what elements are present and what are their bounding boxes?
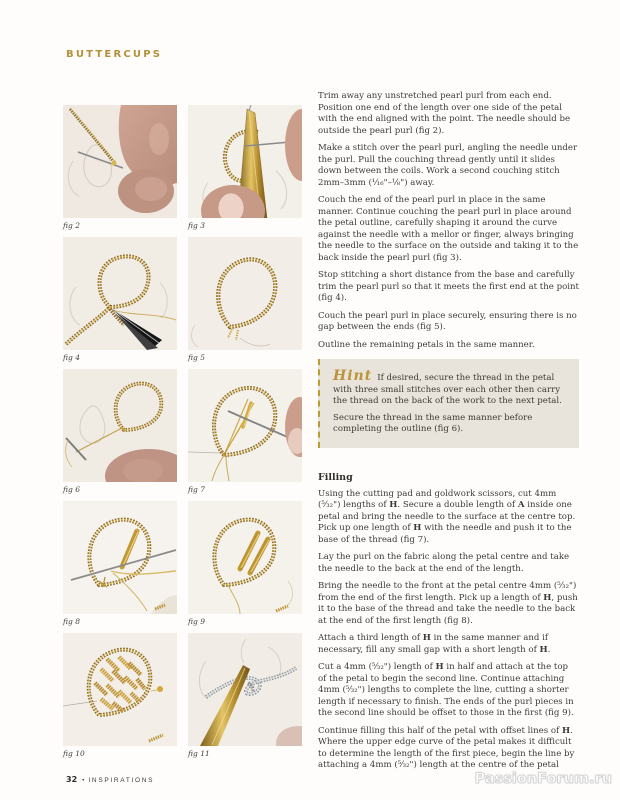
page-footer bbox=[66, 769, 154, 787]
magazine-name: INSPIRATIONS bbox=[88, 777, 155, 784]
page-number: 32 bbox=[66, 775, 78, 784]
fig5-photo bbox=[188, 237, 302, 350]
figure-4 bbox=[63, 237, 177, 362]
instruction-paragraph: Bring the needle to the front at the petal centre 4mm (⁵⁄₃₂") from the end of the first length. Pick up a length of H, push it to the base of the thread and take the needle to the back at the end of the first length (fig 8). bbox=[318, 581, 578, 626]
figure-label: fig 3 bbox=[188, 221, 205, 230]
hint-paragraph: Secure the thread in the same manner before completing the outline (fig 6). bbox=[333, 412, 533, 434]
hint-text: If desired, secure the thread in the petal with three small stitches over each other then carry the thread on the back of the work to the next petal. bbox=[333, 373, 562, 406]
figure-label: fig 8 bbox=[63, 617, 80, 626]
figure-9 bbox=[188, 501, 302, 626]
fig3-photo bbox=[188, 105, 302, 218]
figure-5 bbox=[188, 237, 302, 362]
footer-bullet: • bbox=[82, 777, 85, 784]
fig11-photo bbox=[188, 633, 302, 746]
instruction-paragraph: Attach a third length of H in the same manner and if necessary, fill any small gap with a short length of H. bbox=[318, 633, 551, 655]
figure-label: fig 6 bbox=[63, 485, 80, 494]
fig7-photo bbox=[188, 369, 302, 482]
instruction-paragraph: Outline the remaining petals in the same manner. bbox=[318, 339, 535, 350]
figure-label: fig 5 bbox=[188, 353, 205, 362]
fig8-photo bbox=[63, 501, 177, 614]
filling-heading: Filling bbox=[318, 471, 353, 483]
figure-label: fig 10 bbox=[63, 749, 85, 758]
fig10-photo bbox=[63, 633, 177, 746]
figure-8 bbox=[63, 501, 177, 626]
figure-3 bbox=[188, 105, 302, 230]
figure-label: fig 9 bbox=[188, 617, 205, 626]
instruction-paragraph: Trim away any unstretched pearl purl from each end. Position one end of the length over one side of the petal with the end aligned with the point. The needle should be outside the pearl purl (fig 2). bbox=[318, 91, 571, 136]
instruction-paragraph: Lay the purl on the fabric along the petal centre and take the needle to the back at the end of the length. bbox=[318, 552, 570, 574]
instruction-paragraph: Couch the pearl purl in place securely, ensuring there is no gap between the ends (fig 5). bbox=[318, 310, 577, 332]
fig9-photo bbox=[188, 501, 302, 614]
instruction-paragraph: Using the cutting pad and goldwork scissors, cut 4mm (⁵⁄₃₂") lengths of H. Secure a double length of A inside one petal and bring the needle to the surface at the centre top. Pick up one length of H with the needle and push it to the base of the thread (fig 7). bbox=[318, 488, 576, 545]
figure-label: fig 4 bbox=[63, 353, 80, 362]
watermark: PassionForum.ru bbox=[474, 771, 612, 787]
page-title: BUTTERCUPS bbox=[66, 49, 163, 60]
instruction-paragraph: Couch the end of the pearl purl in place in the same manner. Continue couching the pearl purl in place around the petal outline, carefully shaping it around the curve against the needle with a mellor or finger, always bringing the needle to the surface on the outside and taking it to the back inside the pearl purl (fig 3). bbox=[318, 195, 579, 263]
figure-7 bbox=[188, 369, 302, 494]
fig4-photo bbox=[63, 237, 177, 350]
figure-10 bbox=[63, 633, 177, 758]
instruction-paragraph: Cut a 4mm (⁵⁄₃₂") length of H in half and attach at the top of the petal to begin the second line. Continue attaching 4mm (⁵⁄₃₂") lengths to complete the line, cutting a shorter length if necessary to finish. The ends of the purl pieces in the second line should be offset to those in the first (fig 9). bbox=[318, 662, 574, 718]
fig2-photo bbox=[63, 105, 177, 218]
figure-2 bbox=[63, 105, 177, 230]
hint-label: Hint bbox=[333, 368, 373, 384]
figure-label: fig 11 bbox=[188, 749, 210, 758]
instruction-paragraph: Make a stitch over the pearl purl, angling the needle under the purl. Pull the couching thread gently until it slides down between the coils. Work a second couching stitch 2mm–3mm (¹⁄₁₆"–⅛") away. bbox=[318, 143, 578, 188]
hint-paragraph bbox=[333, 368, 567, 408]
hint-box bbox=[318, 359, 579, 448]
figure-11 bbox=[188, 633, 302, 758]
figure-label: fig 2 bbox=[63, 221, 80, 230]
instruction-paragraph: Continue filling this half of the petal with offset lines of H. Where the upper edge curve of the petal makes it difficult to determine the length of the first piece, begin the line by attaching a 4mm (⁵⁄₃₂") length at the centre of the petal bbox=[318, 725, 575, 770]
fig6-photo bbox=[63, 369, 177, 482]
figure-label: fig 7 bbox=[188, 485, 205, 494]
instruction-paragraph: Stop stitching a short distance from the base and carefully trim the pearl purl so that it meets the first end at the point (fig 4). bbox=[318, 270, 580, 303]
instruction-column bbox=[318, 91, 579, 778]
figure-6 bbox=[63, 369, 177, 494]
figure-grid bbox=[63, 105, 302, 765]
